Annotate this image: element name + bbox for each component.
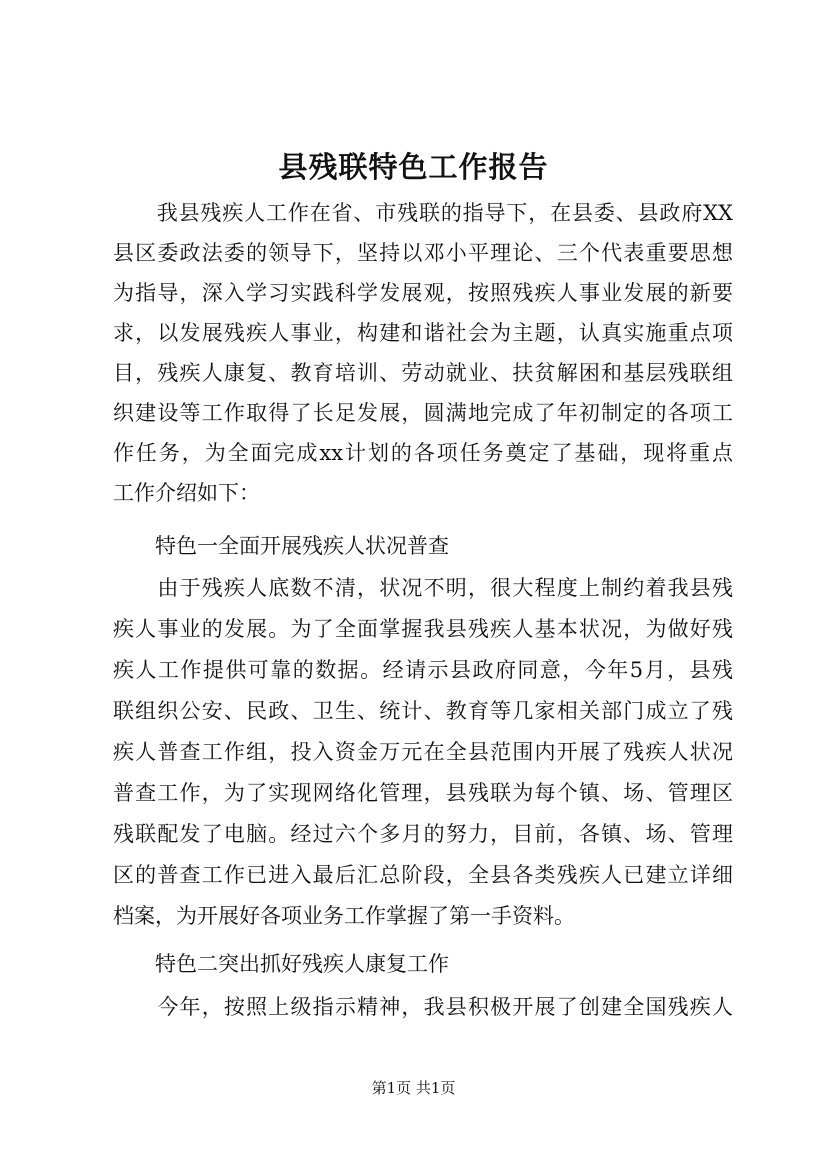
body-line: 区的普查工作已进入最后汇总阶段，全县各类残疾人已建立详细: [113, 863, 733, 887]
body-line: 由于残疾人底数不清，状况不明，很大程度上制约着我县残: [113, 576, 733, 600]
body-line: 今年，按照上级指示精神，我县积极开展了创建全国残疾人: [113, 995, 733, 1019]
body-line: 联组织公安、民政、卫生、统计、教育等几家相关部门成立了残: [113, 699, 733, 723]
body-line: 我县残疾人工作在省、市残联的指导下，在县委、县政府XX: [113, 201, 733, 225]
body-line: 作任务，为全面完成xx计划的各项任务奠定了基础，现将重点: [113, 441, 733, 465]
body-line: 疾人工作提供可靠的数据。经请示县政府同意，今年5月，县残: [113, 658, 733, 682]
body-line: 织建设等工作取得了长足发展，圆满地完成了年初制定的各项工: [113, 401, 733, 425]
body-line: 疾人普查工作组，投入资金万元在全县范围内开展了残疾人状况: [113, 740, 733, 764]
body-line: 普查工作，为了实现网络化管理，县残联为每个镇、场、管理区: [113, 781, 733, 805]
body-line: 疾人事业的发展。为了全面掌握我县残疾人基本状况，为做好残: [113, 617, 733, 641]
body-line: 工作介绍如下：: [113, 481, 260, 505]
body-line: 县区委政法委的领导下，坚持以邓小平理论、三个代表重要思想: [113, 241, 733, 265]
body-line: 档案，为开展好各项业务工作掌握了第一手资料。: [113, 904, 575, 928]
body-line: 求，以发展残疾人事业，构建和谐社会为主题，认真实施重点项: [113, 321, 733, 345]
section-heading: 特色一全面开展残疾人状况普查: [113, 534, 449, 558]
body-line: 目，残疾人康复、教育培训、劳动就业、扶贫解困和基层残联组: [113, 361, 733, 385]
section-heading: 特色二突出抓好残疾人康复工作: [113, 952, 449, 976]
body-line: 残联配发了电脑。经过六个多月的努力，目前，各镇、场、管理: [113, 822, 733, 846]
document-title: 县残联特色工作报告: [278, 150, 549, 184]
body-line: 为指导，深入学习实践科学发展观，按照残疾人事业发展的新要: [113, 281, 733, 305]
page-footer: 第1页 共1页: [371, 1079, 456, 1097]
